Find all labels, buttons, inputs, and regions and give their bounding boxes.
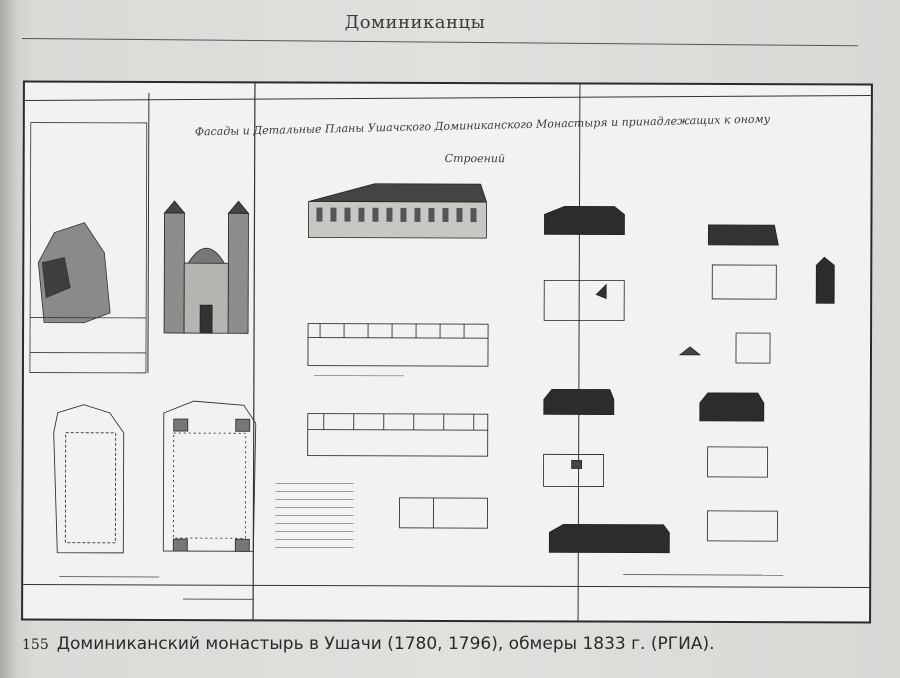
figure-caption [22,634,882,654]
church-floor-plans [53,401,256,554]
site-plan [30,123,147,373]
architectural-drawing-plate [21,81,873,624]
monastery-floor-plans [307,324,488,529]
plate-title: Фасады и Детальные Планы Ушачского Доминиканского Монастыря и принадлежащих к оному [194,112,771,139]
outbuildings [543,206,834,553]
caption-text: Доминиканский монастырь в Ушачи (1780, 1796), обмеры 1833 г. (РГИА). [56,634,715,654]
running-head: Доминиканцы [344,12,486,33]
drawing-sheet [23,83,871,622]
panel-divider [148,93,149,373]
figure-number: 155 [22,637,49,653]
header-rule [22,38,858,46]
plate-title-line2: Строений [444,151,506,166]
bottom-frame-line [23,585,869,588]
page-gutter-shadow [0,0,18,678]
church-facade [164,201,248,333]
top-frame-line [25,93,871,104]
legend-lines [275,375,404,547]
monastery-elevation [308,184,486,239]
